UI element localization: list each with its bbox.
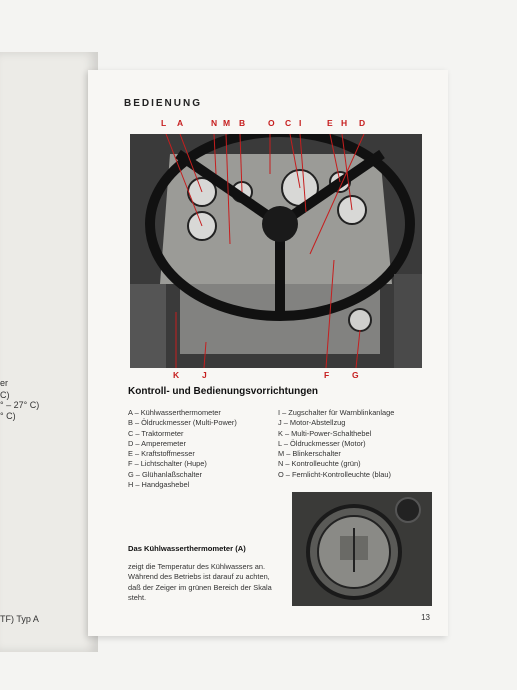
legend-item: I – Zugschalter für Warnblinkanlage [278, 408, 395, 417]
label-J: J [202, 370, 207, 380]
legend-item: G – Glühanlaßschalter [128, 469, 202, 479]
legend-item: M – Blinkerschalter [278, 449, 341, 459]
legend-item: H – Handgashebel [128, 480, 190, 490]
label-K: K [173, 370, 180, 380]
label-I: I [299, 118, 302, 128]
label-G: G [352, 370, 359, 380]
legend-item: A – Kühlwasserthermometer [128, 408, 221, 417]
label-A: A [177, 118, 184, 128]
left-fragment-1: er [0, 378, 9, 388]
label-H: H [341, 118, 348, 128]
legend-item: E – Kraftstoffmesser [128, 449, 195, 459]
legend-item: K – Multi-Power-Schalthebel [278, 428, 372, 438]
left-page [0, 52, 98, 652]
legend-item: C – Traktormeter [128, 428, 184, 438]
left-fragment-3: ° – 27° C) [0, 400, 40, 410]
right-page [88, 70, 448, 636]
legend-item: B – Öldruckmesser (Multi-Power) [128, 418, 237, 428]
label-M: M [223, 118, 231, 128]
legend-item: O – Fernlicht-Kontrolleuchte (blau) [278, 469, 391, 479]
section-title: BEDIENUNG [124, 98, 203, 109]
label-B: B [239, 118, 246, 128]
label-E: E [327, 118, 333, 128]
label-O: O [268, 118, 275, 128]
left-fragment-5: TF) Typ A [0, 614, 39, 624]
legend-left [128, 408, 237, 490]
thermometer-photo [292, 492, 432, 606]
thermo-text: zeigt die Temperatur des Kühlwassers an. Während des Betriebs ist darauf zu achten, daß der Zeiger im grünen Bereich der Skala steht. [128, 562, 272, 602]
legend-item: J – Motor-Abstellzug [278, 418, 346, 428]
legend-item: D – Amperemeter [128, 438, 186, 448]
label-C: C [285, 118, 292, 128]
label-L: L [161, 118, 167, 128]
legend-item: F – Lichtschalter (Hupe) [128, 459, 207, 469]
dashboard-photo [130, 134, 422, 368]
legend-item: N – Kontrolleuchte (grün) [278, 459, 361, 469]
left-fragment-2: C) [0, 390, 10, 400]
label-N: N [211, 118, 218, 128]
legend-right [278, 408, 394, 480]
label-D: D [359, 118, 366, 128]
label-F: F [324, 370, 330, 380]
controls-subtitle: Kontroll- und Bedienungsvorrichtungen [128, 386, 318, 397]
thermo-title: Das Kühlwasserthermometer (A) [128, 544, 246, 553]
legend-item: L – Öldruckmesser (Motor) [278, 438, 366, 448]
page-number: 13 [421, 613, 430, 622]
left-fragment-4: ° C) [0, 411, 16, 421]
